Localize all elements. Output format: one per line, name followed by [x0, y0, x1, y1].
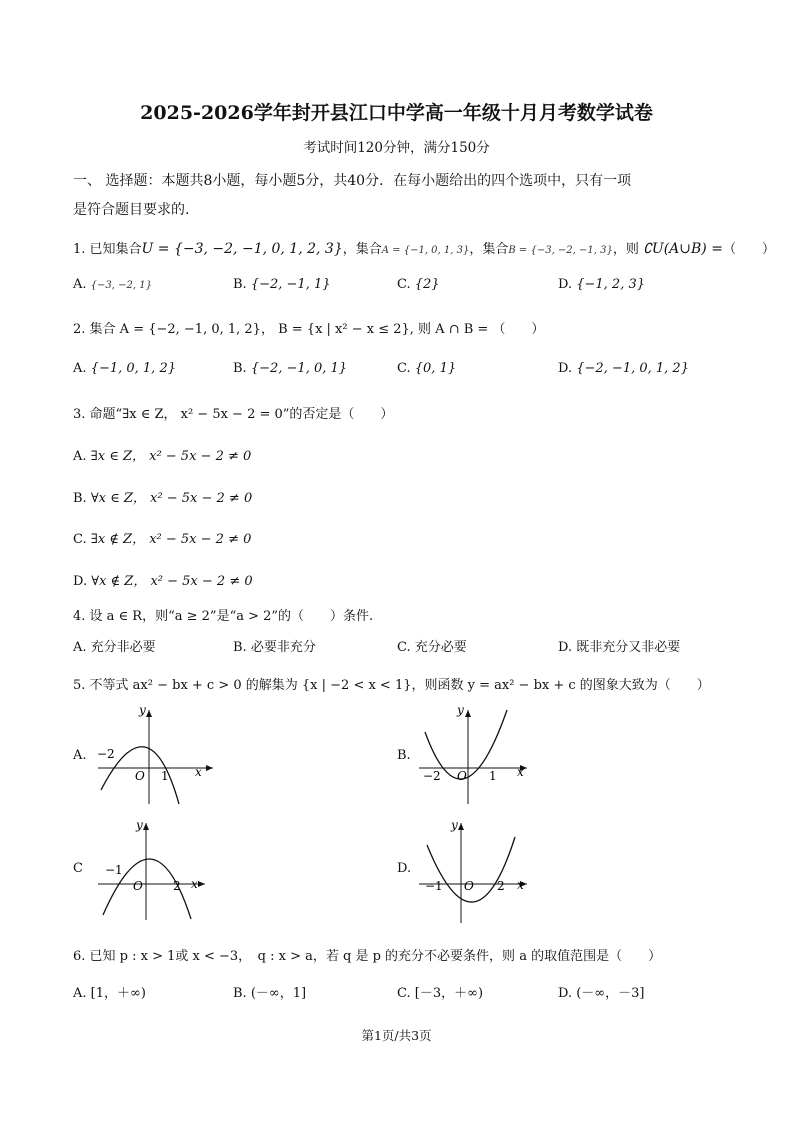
graph-b-plot	[397, 702, 557, 807]
q6-option-a[interactable]: A. [1，＋∞)	[73, 986, 146, 1001]
q1-expression: ∁U(A∪B) =	[643, 241, 723, 257]
q3-option-c[interactable]: C. ∃x ∉ Z， x² − 5x − 2 ≠ 0	[73, 532, 252, 547]
q1-option-c[interactable]: C. {2}	[397, 277, 440, 292]
q3-option-d[interactable]: D. ∀x ∉ Z， x² − 5x − 2 ≠ 0	[73, 574, 253, 589]
q4-option-b[interactable]: B. 必要非充分	[233, 640, 316, 655]
q2-option-d[interactable]: D. {−2, −1, 0, 1, 2}	[558, 361, 689, 376]
svg-text:−1: −1	[425, 879, 443, 893]
svg-text:y: y	[139, 703, 146, 717]
svg-text:O: O	[457, 769, 467, 783]
q1-mid2: ，集合	[469, 242, 509, 257]
svg-text:y: y	[451, 818, 458, 832]
q1-mid3: ，则	[612, 242, 639, 257]
svg-text:−2: −2	[97, 747, 115, 761]
question-2: 2. 集合 A = {−2, −1, 0, 1, 2}， B = {x | x² − x ≤ 2}, 则 A ∩ B = （ ）	[73, 322, 545, 337]
svg-text:y: y	[136, 818, 143, 832]
page-title: 2025-2026学年封开县江口中学高一年级十月月考数学试卷	[140, 102, 653, 124]
q1-option-d[interactable]: D. {−1, 2, 3}	[558, 277, 646, 292]
graph-d-plot	[397, 815, 557, 925]
q4-option-c[interactable]: C. 充分必要	[397, 640, 467, 655]
q3-option-a[interactable]: A. ∃x ∈ Z， x² − 5x − 2 ≠ 0	[73, 449, 252, 464]
q1-option-a[interactable]: A. {−3, −2, 1}	[73, 277, 152, 292]
q2-option-a[interactable]: A. {−1, 0, 1, 2}	[73, 361, 176, 376]
svg-text:O: O	[135, 769, 145, 783]
question-1	[73, 238, 775, 257]
svg-text:x: x	[191, 877, 198, 891]
svg-text:−2: −2	[423, 769, 441, 783]
q1-prefix: 1. 已知集合	[73, 242, 142, 257]
q1-mid1: ，集合	[342, 242, 382, 257]
q6-option-c[interactable]: C. [－3，＋∞)	[397, 986, 484, 1001]
svg-text:x: x	[517, 878, 524, 892]
q6-option-d[interactable]: D. (－∞，－3]	[558, 986, 645, 1001]
svg-text:1: 1	[161, 769, 169, 783]
question-5: 5. 不等式 ax² − bx + c > 0 的解集为 {x | −2 < x < 1}，则函数 y = ax² − bx + c 的图象大致为（ ）	[73, 678, 710, 693]
svg-text:2: 2	[497, 879, 505, 893]
q6-option-b[interactable]: B. (－∞，1]	[233, 986, 307, 1001]
q2-option-b[interactable]: B. {−2, −1, 0, 1}	[233, 361, 348, 376]
q4-option-d[interactable]: D. 既非充分又非必要	[558, 640, 681, 655]
exam-info: 考试时间120分钟，满分150分	[303, 140, 490, 156]
svg-text:−1: −1	[105, 863, 123, 877]
graph-c-plot	[73, 815, 233, 925]
svg-text:O: O	[464, 879, 474, 893]
q5-graph-c[interactable]: C y x O −1 2	[73, 815, 233, 925]
section-heading-line1: 一、 选择题：本题共8小题，每小题5分，共40分．在每小题给出的四个选项中，只有一项	[73, 173, 632, 189]
q3-option-b[interactable]: B. ∀x ∈ Z， x² − 5x − 2 ≠ 0	[73, 491, 253, 506]
question-6: 6. 已知 p : x > 1或 x < −3， q : x > a，若 q 是 p 的充分不必要条件，则 a 的取值范围是（ ）	[73, 949, 662, 964]
svg-text:1: 1	[489, 769, 497, 783]
svg-text:y: y	[457, 703, 464, 717]
page-number: 第1页/共3页	[361, 1028, 432, 1043]
question-3: 3. 命题“∃x ∈ Z， x² − 5x − 2 = 0”的否定是（ ）	[73, 407, 394, 422]
q4-option-a[interactable]: A. 充分非必要	[73, 640, 156, 655]
svg-text:x: x	[195, 765, 202, 779]
svg-text:2: 2	[173, 879, 181, 893]
q1-set-b: B = {−3, −2, −1, 3}	[508, 245, 613, 256]
q1-option-b[interactable]: B. {−2, −1, 1}	[233, 277, 331, 292]
question-4: 4. 设 a ∈ R，则“a ≥ 2”是“a > 2”的（ ）条件.	[73, 609, 374, 624]
q1-set-u: U = {−3, −2, −1, 0, 1, 2, 3}	[141, 241, 343, 257]
q5-graph-d[interactable]: D. y x O −1 2	[397, 815, 557, 925]
q5-graph-b[interactable]: B. y x O −2 1	[397, 702, 557, 807]
q1-set-a: A = {−1, 0, 1, 3}	[381, 245, 470, 256]
q1-paren: （ ）	[722, 242, 775, 257]
q2-option-c[interactable]: C. {0, 1}	[397, 361, 457, 376]
graph-a-plot	[73, 702, 233, 807]
section-heading-line2: 是符合题目要求的.	[73, 202, 190, 218]
q5-graph-a[interactable]: A. y x O −2 1	[73, 702, 233, 807]
svg-text:x: x	[517, 765, 524, 779]
svg-text:O: O	[133, 879, 143, 893]
